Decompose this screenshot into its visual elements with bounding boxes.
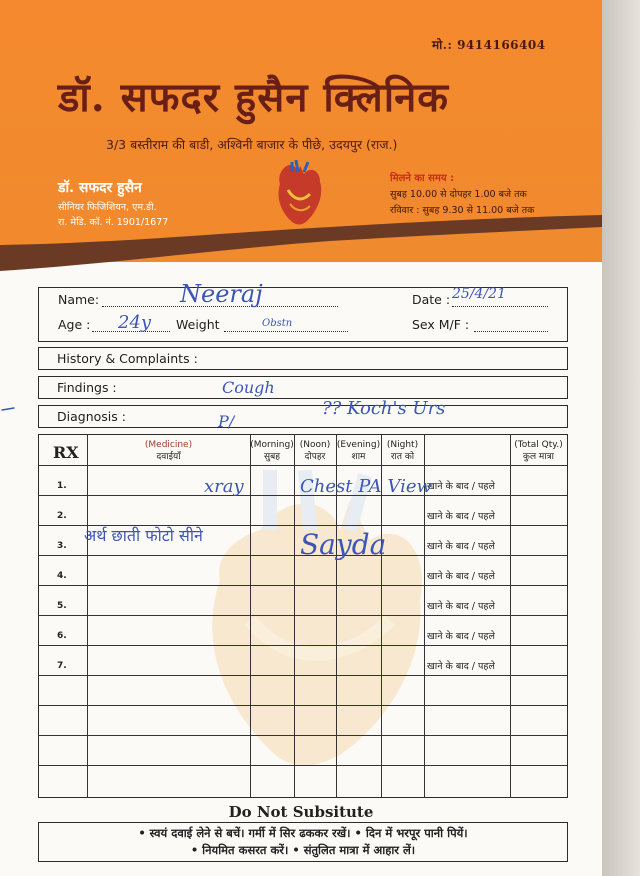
meal-timing[interactable]: खाने के बाद / पहले	[427, 541, 495, 552]
handwritten-diagnosis: ?? Koch's Urs	[322, 398, 446, 419]
meal-timing[interactable]: खाने के बाद / पहले	[427, 601, 495, 612]
findings-row[interactable]	[38, 376, 568, 399]
weight-field[interactable]	[224, 331, 348, 332]
sex-label: Sex M/F :	[412, 317, 470, 332]
handwritten-diagnosis-prefix: P/	[218, 412, 235, 431]
diagnosis-label: Diagnosis :	[57, 409, 126, 424]
row-number: 4.	[57, 571, 67, 581]
weight-label: Weight	[176, 317, 220, 332]
health-tip-line-2: • नियमित कसरत करें। • संतुलित मात्रा में आहार लें।	[190, 843, 416, 857]
handwritten-row3: अर्थ छाती फोटो सीने	[84, 526, 203, 545]
row-number: 6.	[57, 631, 67, 641]
visiting-hours-sunday: रविवार : सुबह 9.30 से 11.00 बजे तक	[390, 205, 535, 216]
handwritten-age: 24y	[118, 312, 152, 333]
handwritten-date: 25/4/21	[452, 286, 506, 302]
doctor-registration: रा. मेडि. कॉ. नं. 1901/1677	[58, 217, 169, 228]
date-label: Date :	[412, 292, 451, 307]
row-number: 2.	[57, 511, 67, 521]
total-qty-header: (Total Qty.) कुल मात्रा	[514, 440, 563, 462]
meal-timing[interactable]: खाने के बाद / पहले	[427, 481, 495, 492]
meal-timing[interactable]: खाने के बाद / पहले	[427, 661, 495, 672]
health-tip-line-1: • स्वयं दवाई लेने से बचें। गर्मी में सिर ढककर रखें। • दिन में भरपूर पानी पियें।	[138, 826, 468, 840]
findings-label: Findings :	[57, 380, 117, 395]
rx-symbol: RX	[53, 443, 79, 462]
handwritten-weight: Obstn	[262, 318, 293, 329]
row-number: 3.	[57, 541, 67, 551]
noon-header: (Noon) दोपहर	[299, 440, 331, 462]
night-header: (Night) रात को	[386, 440, 419, 462]
age-label: Age :	[58, 317, 91, 332]
handwritten-row2: xray	[204, 476, 244, 497]
row-number: 1.	[57, 481, 67, 491]
history-label: History & Complaints :	[57, 351, 198, 366]
meal-timing[interactable]: खाने के बाद / पहले	[427, 571, 495, 582]
handwritten-signature: Sayda	[300, 528, 387, 561]
meal-timing[interactable]: खाने के बाद / पहले	[427, 631, 495, 642]
row-number: 5.	[57, 601, 67, 611]
date-field[interactable]	[452, 306, 548, 307]
footer-title: Do Not Subsitute	[228, 803, 374, 821]
visiting-hours-weekday: सुबह 10.00 से दोपहर 1.00 बजे तक	[390, 189, 527, 200]
morning-header: (Morning) सुबह	[250, 440, 294, 462]
history-row[interactable]	[38, 347, 568, 370]
mobile-number: मो.: 9414166404	[432, 38, 546, 52]
name-label: Name:	[58, 292, 100, 307]
visiting-hours-heading: मिलने का समय :	[390, 173, 455, 184]
meal-timing[interactable]: खाने के बाद / पहले	[427, 511, 495, 522]
heart-icon	[270, 160, 328, 232]
row-number: 7.	[57, 661, 67, 671]
doctor-name: डॉ. सफदर हुसैन	[58, 180, 142, 196]
diagnosis-row[interactable]	[38, 405, 568, 428]
sex-field[interactable]	[474, 331, 548, 332]
health-tips-box	[38, 822, 568, 862]
medicine-header: (Medicine) दवाईयाँ	[144, 440, 193, 462]
handwritten-findings: Cough	[222, 378, 275, 397]
visiting-hours	[390, 170, 534, 216]
ink-mark	[0, 380, 20, 420]
handwritten-name: Neeraj	[180, 280, 263, 308]
evening-header: (Evening) शाम	[336, 440, 381, 462]
doctor-title: सीनियर फिजिशियन, एम.डी.	[58, 202, 157, 213]
handwritten-row1: Chest PA View	[300, 476, 432, 497]
clinic-address: 3/3 बस्तीराम की बाडी, अश्विनी बाजार के पीछे, उदयपुर (राज.)	[106, 137, 398, 152]
page-edge	[602, 0, 640, 876]
clinic-name: डॉ. सफदर हुसैन क्लिनिक	[58, 74, 449, 121]
